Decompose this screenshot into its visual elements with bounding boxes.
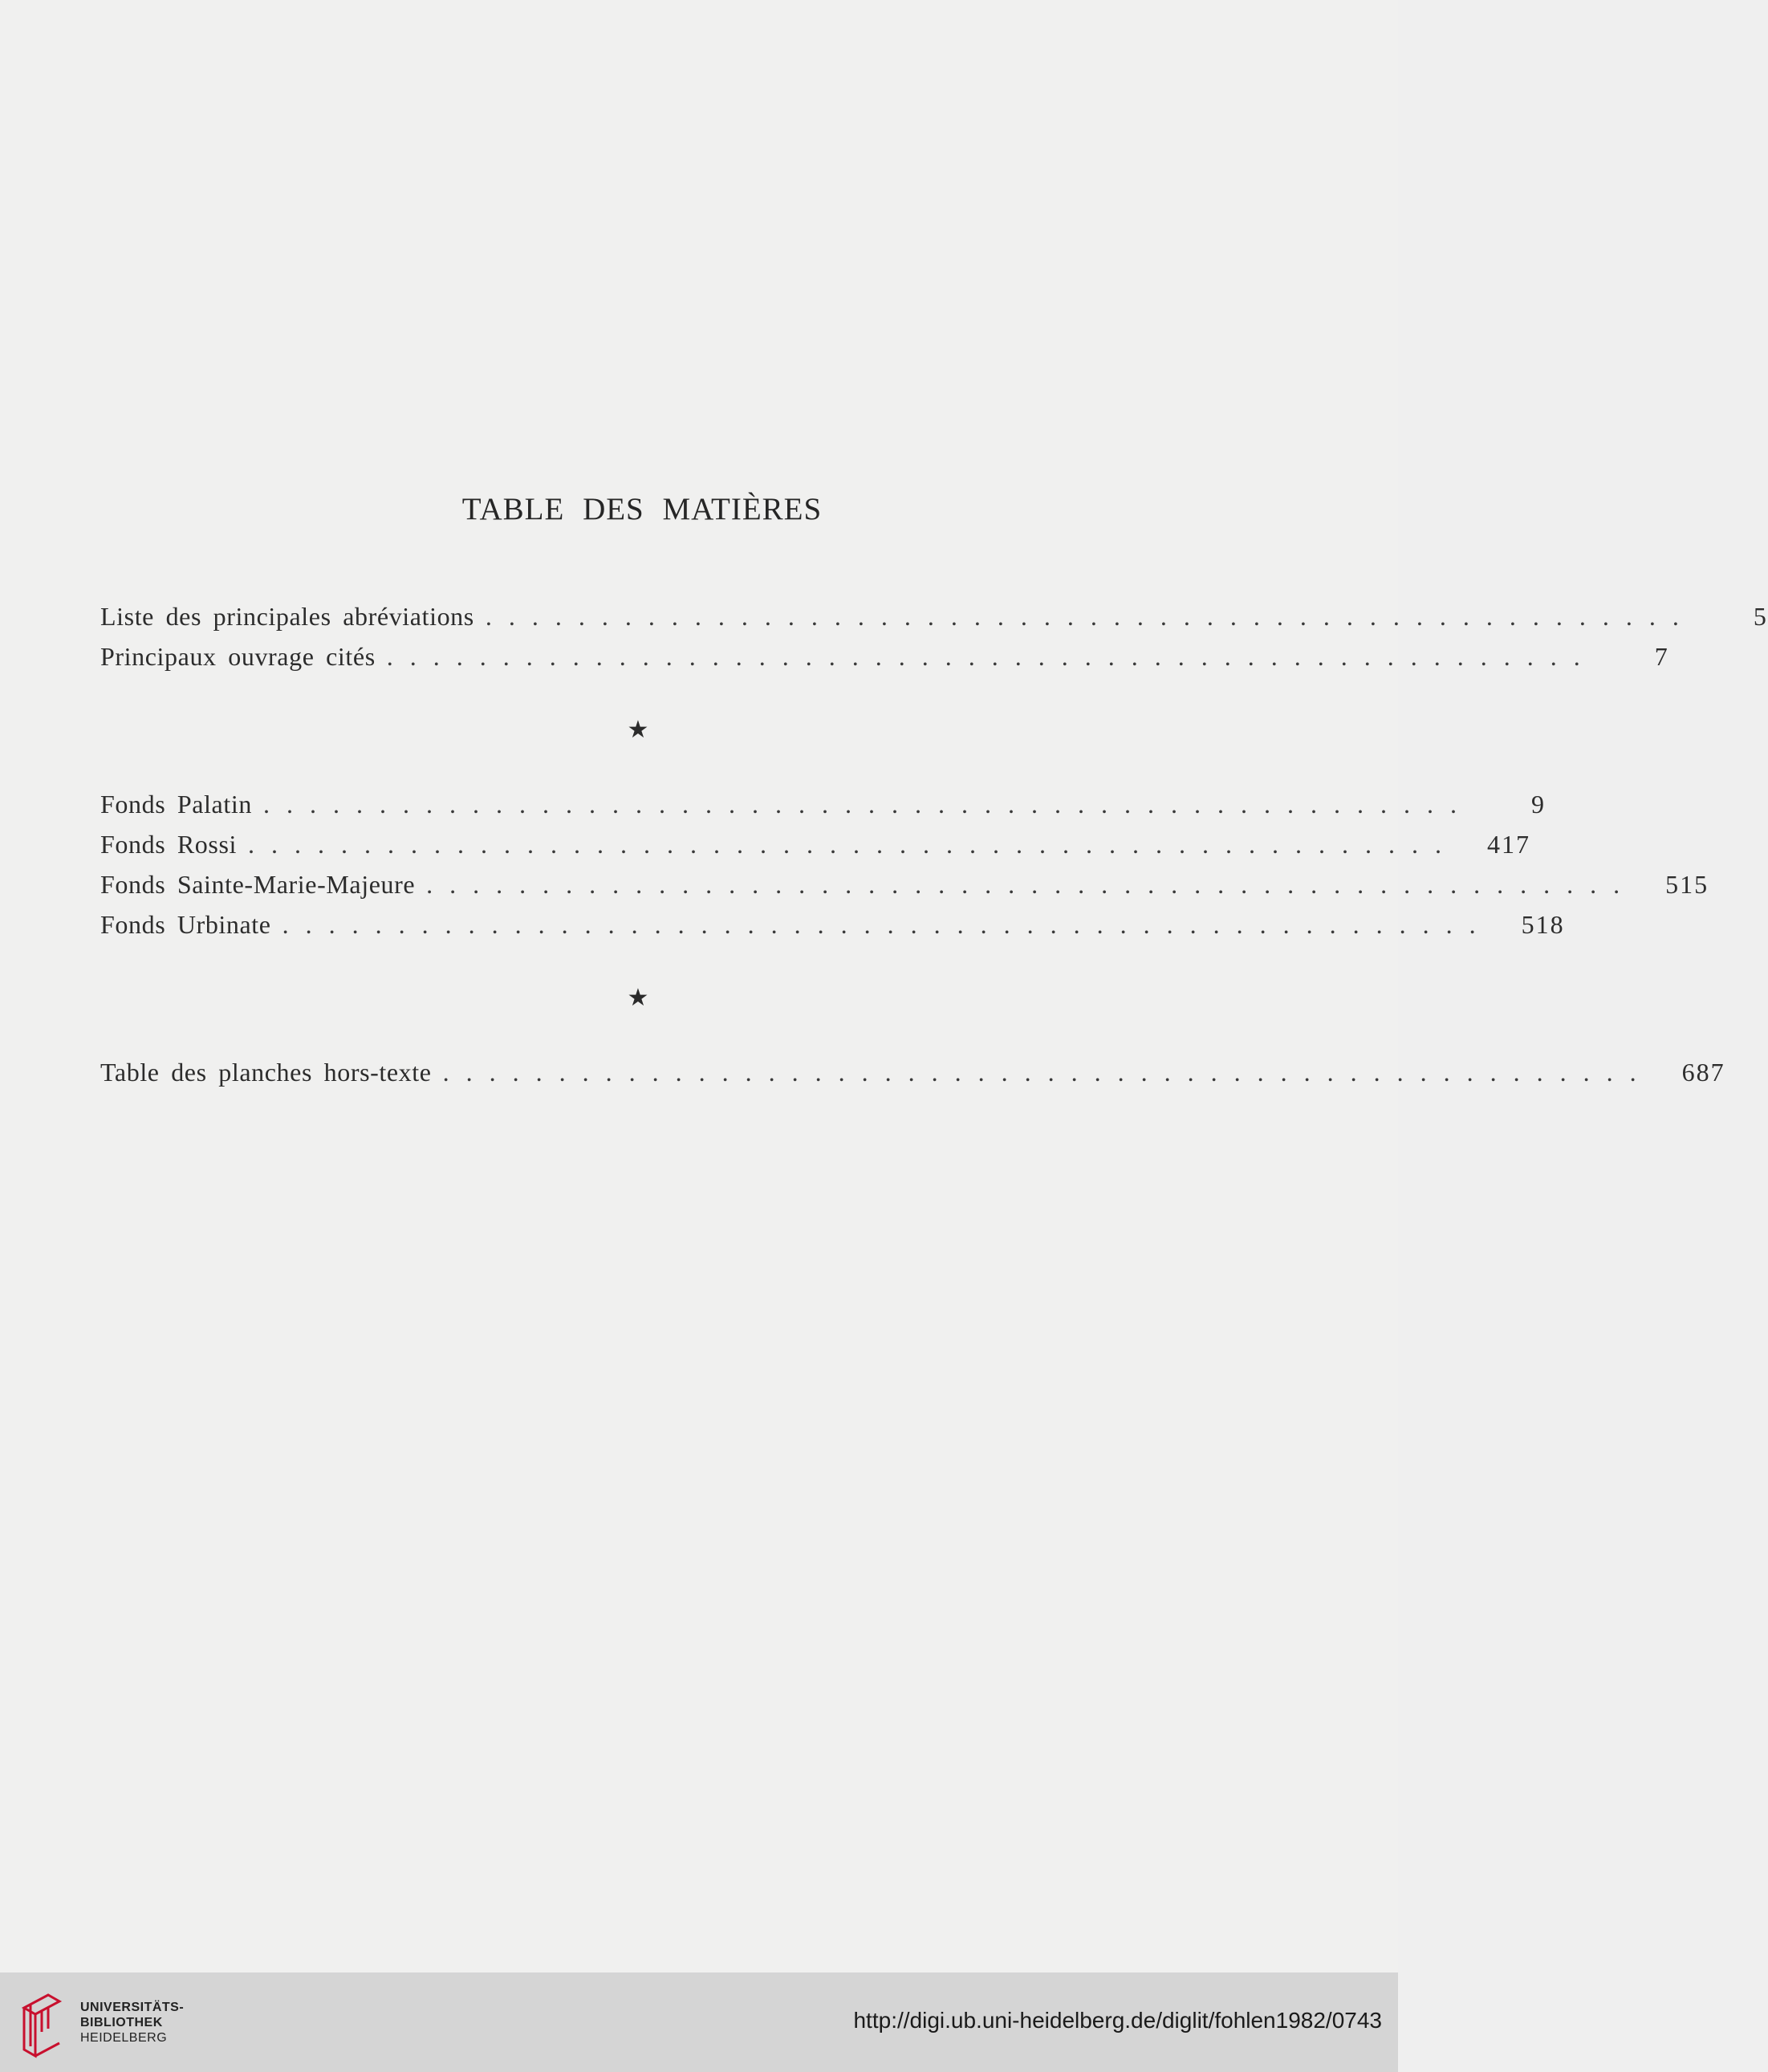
toc-entry [100, 830, 1530, 865]
library-name [80, 2000, 184, 2046]
dot-leader: .................................................... [282, 910, 1493, 939]
library-name-line3: HEIDELBERG [80, 2031, 168, 2045]
toc-entry-label: Liste des principales abréviations [100, 602, 474, 631]
toc-entry-label: Principaux ouvrage cités [100, 642, 376, 671]
toc-entry-page: 515 [1665, 870, 1709, 899]
dot-leader: .................................................... [442, 1058, 1653, 1087]
toc-entry-page: 518 [1521, 910, 1565, 939]
page-title: TABLE DES MATIÈRES [461, 492, 823, 526]
toc-entry [100, 642, 1669, 677]
dot-leader: .................................................... [485, 602, 1696, 631]
dot-leader: .................................................... [248, 830, 1458, 859]
dot-leader: .................................................... [426, 870, 1637, 899]
toc-entry-page: 9 [1530, 790, 1546, 819]
toc-entry [100, 602, 1768, 637]
toc-entry-label: Fonds Rossi [100, 830, 237, 859]
toc-entry-page: 687 [1681, 1058, 1725, 1087]
library-name-line2: BIBLIOTHEK [80, 2016, 163, 2029]
toc-entry-label: Fonds Palatin [100, 790, 252, 819]
toc-entry-page: 7 [1654, 642, 1669, 671]
toc-entry-label: Table des planches hors-texte [100, 1058, 432, 1087]
toc-entry [100, 790, 1546, 825]
source-url-link[interactable]: http://digi.ub.uni-heidelberg.de/diglit/fohlen1982/0743 [853, 2008, 1382, 2033]
toc-entry [100, 870, 1709, 905]
toc-entry-label: Fonds Urbinate [100, 910, 271, 939]
star-separator: ★ [627, 716, 649, 744]
dot-leader: .................................................... [262, 790, 1473, 819]
toc-entry-page: 417 [1487, 830, 1530, 859]
library-name-line1: UNIVERSITÄTS- [80, 2001, 185, 2014]
toc-entry-label: Fonds Sainte-Marie-Majeure [100, 870, 416, 899]
footer-bar [0, 1972, 1398, 2072]
dot-leader: .................................................... [386, 642, 1597, 671]
star-separator: ★ [627, 984, 649, 1012]
toc-entry [100, 1058, 1725, 1093]
library-logo-icon[interactable] [16, 1984, 67, 2061]
toc-entry-page: 5 [1753, 602, 1768, 631]
toc-entry [100, 910, 1565, 945]
